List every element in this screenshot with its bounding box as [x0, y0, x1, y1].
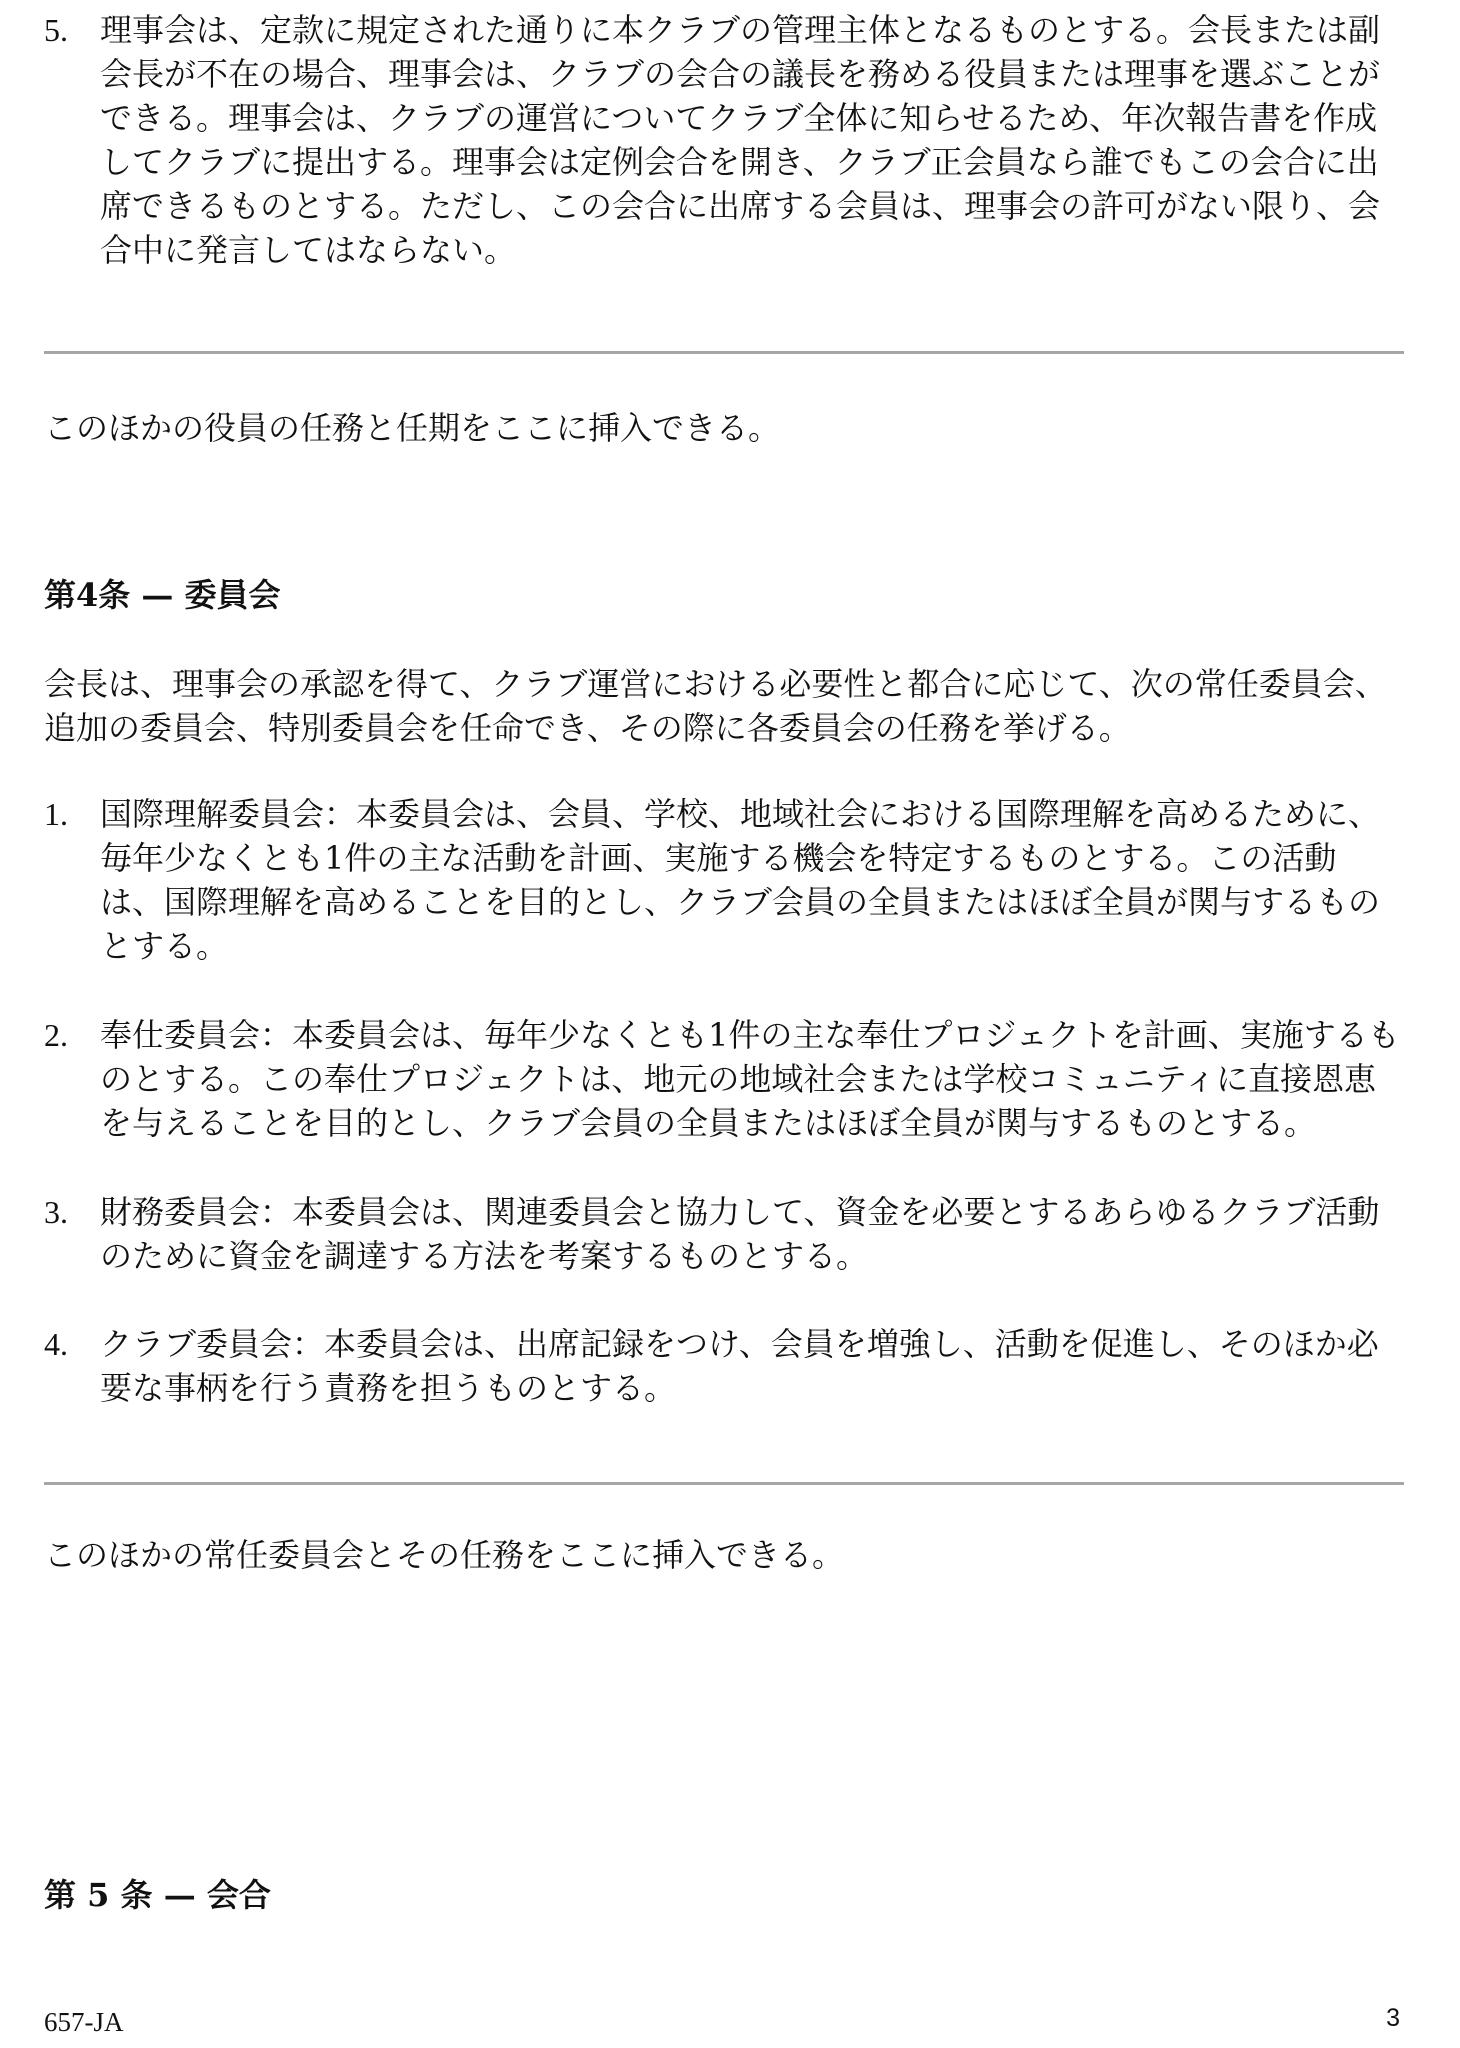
document-code: 657-JA — [44, 2007, 124, 2037]
article-5-heading: 第 5 条 — 会合 — [44, 1876, 271, 1914]
list-item-text: クラブ委員会：本委員会は、出席記録をつけ、会員を増強し、活動を促進し、そのほか必要な事柄を行う責務を担うものとする。 — [100, 1325, 1379, 1407]
insert-note-officers: このほかの役員の任務と任期をここに挿入できる。 — [44, 409, 781, 447]
page-number: 3 — [1386, 2004, 1400, 2032]
article-4-intro: 会長は、理事会の承認を得て、クラブ運営における必要性と都合に応じて、次の常任委員会、追加の委員会、特別委員会を任命でき、その際に各委員会の任務を挙げる。 — [44, 665, 1387, 747]
list-item-number: 5. — [44, 12, 68, 48]
list-item-text: 理事会は、定款に規定された通りに本クラブの管理主体となるものとする。会長または副会長が不在の場合、理事会は、クラブの会合の議長を務める役員または理事を選ぶことができる。理事会は、クラブの運営についてクラブ全体に知らせるため、年次報告書を作成してクラブに提出する。理事会は定例会合を開き、クラブ正会員なら誰でもこの会合に出席できるものとする。ただし、この会合に出席する会員は、理事会の許可がない限り、会合中に発言してはならない。 — [100, 11, 1381, 269]
list-item-number: 4. — [44, 1326, 68, 1362]
insert-note-committees: このほかの常任委員会とその任務をここに挿入できる。 — [44, 1536, 845, 1574]
list-item-text: 財務委員会：本委員会は、関連委員会と協力して、資金を必要とするあらゆるクラブ活動のために資金を調達する方法を考案するものとする。 — [100, 1193, 1380, 1275]
list-item-text: 国際理解委員会：本委員会は、会員、学校、地域社会における国際理解を高めるために、毎年少なくとも1件の主な活動を計画、実施する機会を特定するものとする。この活動は、国際理解を高めることを目的とし、クラブ会員の全員またはほぼ全員が関与するものとする。 — [100, 795, 1381, 965]
section-divider — [44, 1482, 1404, 1485]
list-item-number: 1. — [44, 796, 68, 832]
list-item-text: 奉仕委員会：本委員会は、毎年少なくとも1件の主な奉仕プロジェクトを計画、実施するものとする。この奉仕プロジェクトは、地元の地域社会または学校コミュニティに直接恩恵を与えることを目的とし、クラブ会員の全員またはほぼ全員が関与するものとする。 — [100, 1016, 1400, 1142]
list-item-number: 2. — [44, 1017, 68, 1053]
list-item-number: 3. — [44, 1194, 68, 1230]
section-divider — [44, 351, 1404, 354]
article-4-heading: 第4条 — 委員会 — [44, 576, 281, 614]
